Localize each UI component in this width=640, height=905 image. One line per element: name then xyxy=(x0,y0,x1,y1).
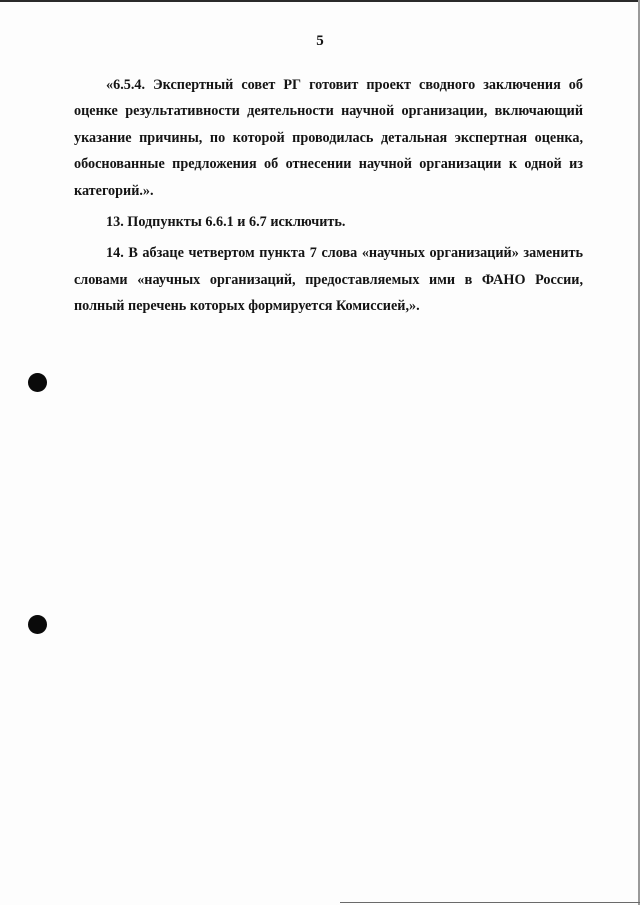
paragraph-14: 14. В абзаце четвертом пункта 7 слова «научных организаций» заменить словами «научных организаций, предоставляемых ими в ФАНО России, полный перечень которых формируется Комиссией,». xyxy=(74,245,583,315)
page-top-edge xyxy=(0,0,640,2)
paragraph-6-5-4: «6.5.4. Экспертный совет РГ готовит проект сводного заключения об оценке результативности деятельности научной организации, включающий указание причины, по которой проводилась детальная экспертная оценка, обоснованные предложения об отнесении научной организации к одной из категорий.». xyxy=(74,77,583,199)
page-number: 5 xyxy=(316,33,324,49)
punch-hole xyxy=(28,373,47,392)
document-body xyxy=(74,72,583,320)
paragraph-13: 13. Подпункты 6.6.1 и 6.7 исключить. xyxy=(106,214,346,231)
punch-hole xyxy=(28,615,47,634)
page-bottom-edge xyxy=(340,902,640,903)
